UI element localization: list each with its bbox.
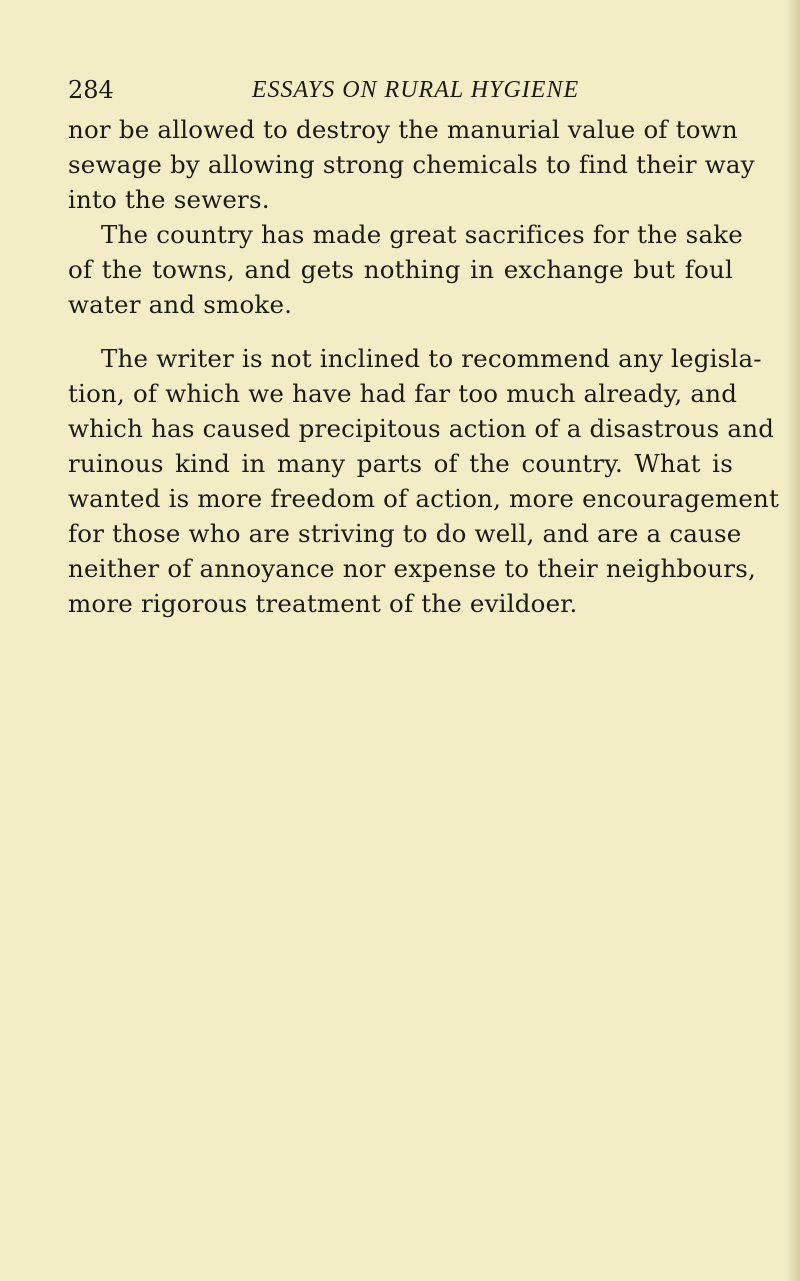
- text-line: into the sewers.: [68, 185, 270, 214]
- text-line: The writer is not inclined to recommend any legisla-: [101, 344, 762, 373]
- text-line: wanted is more freedom of action, more encouragement: [68, 484, 780, 513]
- running-title: ESSAYS ON RURAL HYGIENE: [251, 77, 580, 103]
- text-line: of the towns, and gets nothing in exchange but foul: [68, 255, 733, 284]
- text-line: tion, of which we have had far too much already, and: [68, 379, 738, 408]
- text-line: The country has made great sacrifices for the sake: [101, 220, 743, 249]
- text-line: neither of annoyance nor expense to their neighbours,: [68, 554, 756, 583]
- paragraph-3: [68, 341, 780, 621]
- paragraph-spacer: [68, 322, 733, 341]
- paragraph-2: [68, 217, 743, 322]
- text-line: nor be allowed to destroy the manurial value of town: [68, 115, 738, 144]
- text-line: sewage by allowing strong chemicals to find their way: [68, 150, 755, 179]
- text-line: which has caused precipitous action of a disastrous and: [68, 414, 775, 443]
- book-page: [68, 72, 780, 621]
- text-line: water and smoke.: [68, 290, 293, 319]
- text-line: for those who are striving to do well, and are a cause: [68, 519, 742, 548]
- page-number: 284: [68, 76, 114, 104]
- text-line: ruinous kind in many parts of the country. What is: [68, 449, 733, 478]
- text-line: more rigorous treatment of the evildoer.: [68, 589, 578, 618]
- paragraph-1: [68, 112, 755, 217]
- running-head: [68, 72, 733, 112]
- page-edge-shadow: [786, 0, 800, 1281]
